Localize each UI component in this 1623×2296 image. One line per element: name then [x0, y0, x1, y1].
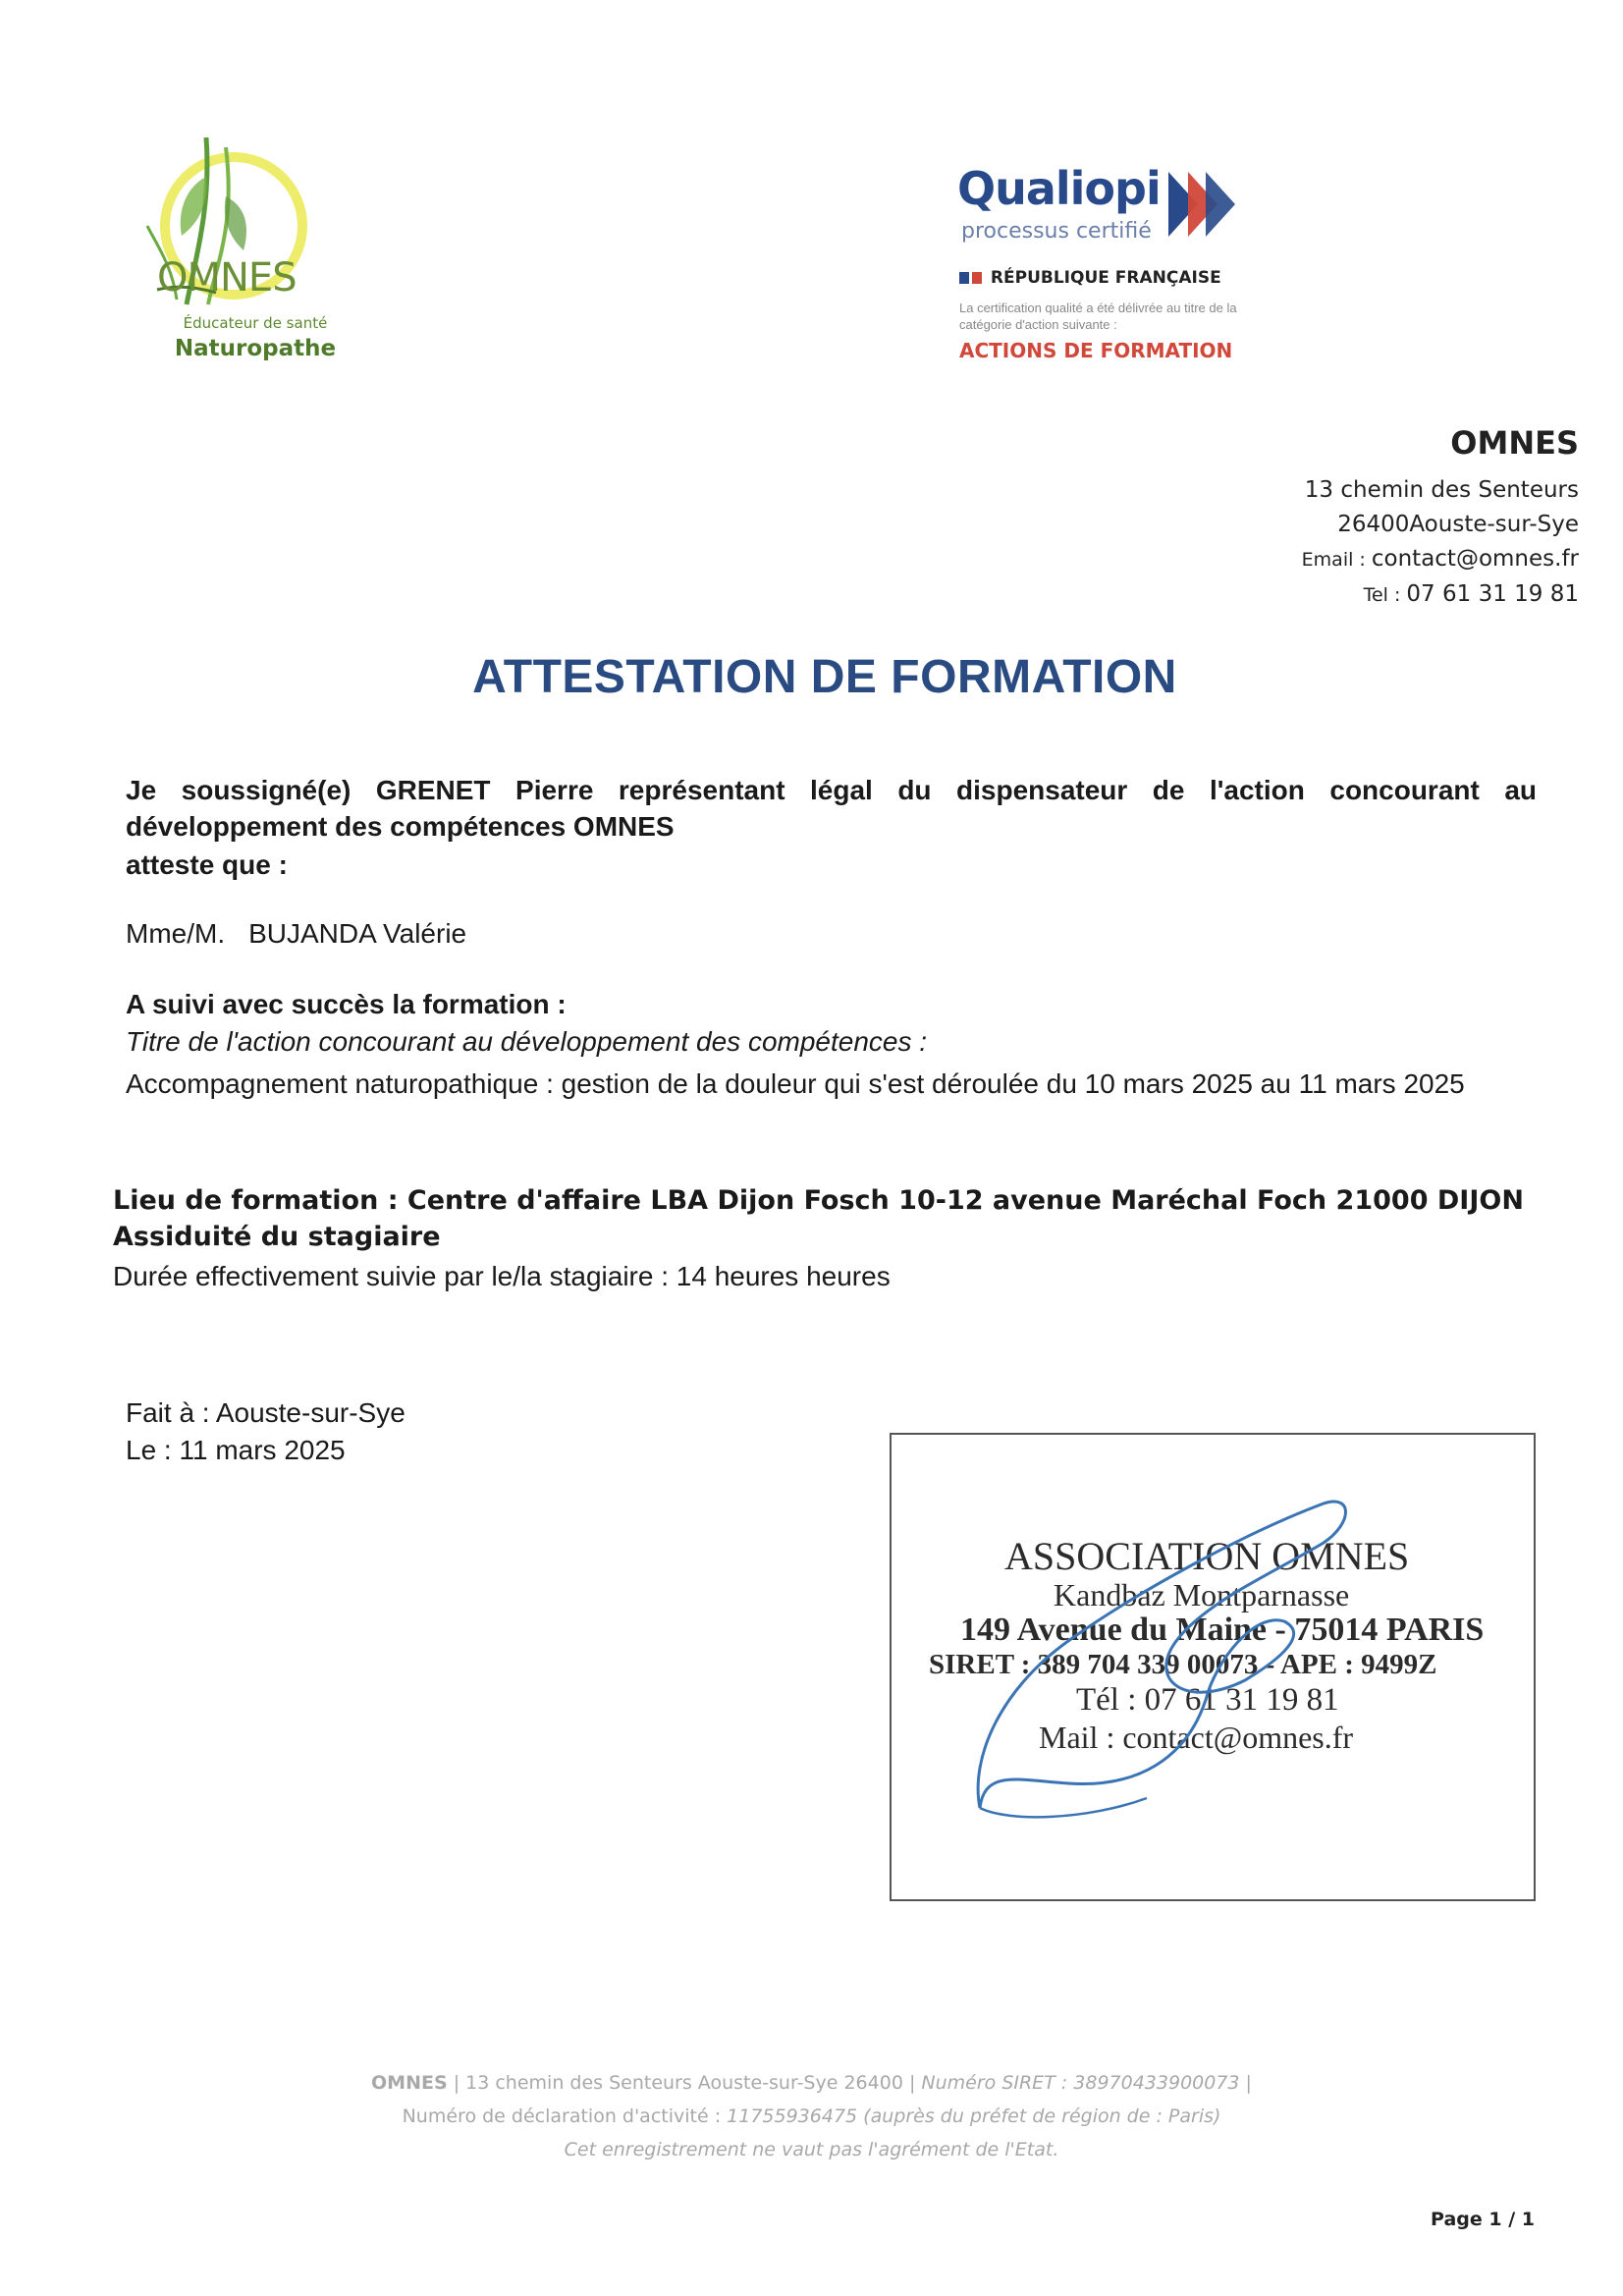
- association-stamp: [890, 1433, 1536, 1901]
- footer-declaration: 11755936475 (auprès du préfet de région de : Paris): [727, 2105, 1221, 2127]
- stamp-line-1: ASSOCIATION OMNES: [1004, 1534, 1410, 1578]
- qualiopi-category: ACTIONS DE FORMATION: [959, 339, 1233, 362]
- address-street: 13 chemin des Senteurs: [1304, 477, 1579, 503]
- signature-icon: [892, 1435, 1538, 1903]
- footer-line-1: [0, 2072, 1623, 2094]
- stamp-line-2: Kandbaz Montparnasse: [1054, 1577, 1350, 1613]
- stamp-line-3: 149 Avenue du Maine - 75014 PARIS: [960, 1612, 1485, 1648]
- stamp-line-4: SIRET : 389 704 339 00073 - APE : 9499Z: [929, 1649, 1437, 1680]
- qualiopi-cert-text: La certification qualité a été délivrée au titre de la catégorie d'action suivante :: [959, 301, 1237, 332]
- tel-value: 07 61 31 19 81: [1406, 581, 1579, 607]
- footer-note: Cet enregistrement ne vaut pas l'agrément de l'Etat.: [564, 2139, 1059, 2160]
- stamp-line-5: Tél : 07 61 31 19 81: [1076, 1682, 1339, 1718]
- titre-label: Titre de l'action concourant au développement des compétences :: [126, 1026, 928, 1057]
- footer-address: | 13 chemin des Senteurs Aouste-sur-Sye 26400 |: [447, 2072, 922, 2094]
- logo-subtitle: Éducateur de santé: [183, 314, 328, 332]
- qualiopi-subtitle: processus certifié: [961, 219, 1152, 244]
- footer-siret: Numéro SIRET : 38970433900073 |: [921, 2072, 1252, 2094]
- intro-paragraph: Je soussigné(e) GRENET Pierre représentant légal du dispensateur de l'action concourant au développement des compétences OMNES: [126, 775, 1537, 842]
- document-title: ATTESTATION DE FORMATION: [472, 651, 1177, 703]
- assiduite-label: Assiduité du stagiaire: [113, 1222, 441, 1252]
- logo-word: OMNES: [157, 255, 297, 301]
- logo-subtitle-naturopathe: Naturopathe: [174, 336, 337, 361]
- qualiopi-block: [957, 162, 1271, 373]
- training-description: Accompagnement naturopathique : gestion de la douleur qui s'est déroulée du 10 mars 2025 au 11 mars 2025: [126, 1068, 1465, 1099]
- trainee-name: BUJANDA Valérie: [248, 918, 467, 949]
- page-number: Page 1 / 1: [1431, 2209, 1535, 2230]
- republique-francaise: [959, 268, 1221, 288]
- org-address: [1302, 424, 1579, 613]
- org-name: OMNES: [1450, 424, 1579, 462]
- address-email: Email : contact@omnes.fr: [1301, 546, 1579, 572]
- republique-label: RÉPUBLIQUE FRANÇAISE: [990, 268, 1221, 288]
- address-tel: Tel : 07 61 31 19 81: [1363, 581, 1579, 607]
- trainee-prefix: Mme/M.: [126, 918, 226, 949]
- footer-org: OMNES: [371, 2072, 448, 2094]
- email-link[interactable]: contact@omnes.fr: [1371, 546, 1579, 572]
- trainee: [126, 915, 466, 952]
- omnes-logo: [118, 118, 337, 373]
- fait-a: Fait à : Aouste-sur-Sye: [126, 1397, 406, 1428]
- training-location: Lieu de formation : Centre d'affaire LBA Dijon Fosch 10-12 avenue Maréchal Foch 21000 DIJON: [113, 1185, 1524, 1216]
- qualiopi-arrows-icon: [1168, 170, 1247, 239]
- flag-red-icon: [972, 272, 982, 284]
- issue-date: Le : 11 mars 2025: [126, 1435, 346, 1465]
- suivi-label: A suivi avec succès la formation :: [126, 989, 567, 1019]
- qualiopi-title: Qualiopi: [957, 162, 1161, 215]
- footer-line-2: [0, 2105, 1623, 2127]
- atteste-label: atteste que :: [126, 849, 288, 880]
- stamp-line-6: Mail : contact@omnes.fr: [1039, 1720, 1354, 1755]
- training-duration: Durée effectivement suivie par le/la stagiaire : 14 heures heures: [113, 1261, 891, 1291]
- address-city: 26400Aouste-sur-Sye: [1337, 512, 1579, 537]
- flag-icon: [959, 272, 969, 284]
- footer-declaration-label: Numéro de déclaration d'activité :: [402, 2105, 728, 2127]
